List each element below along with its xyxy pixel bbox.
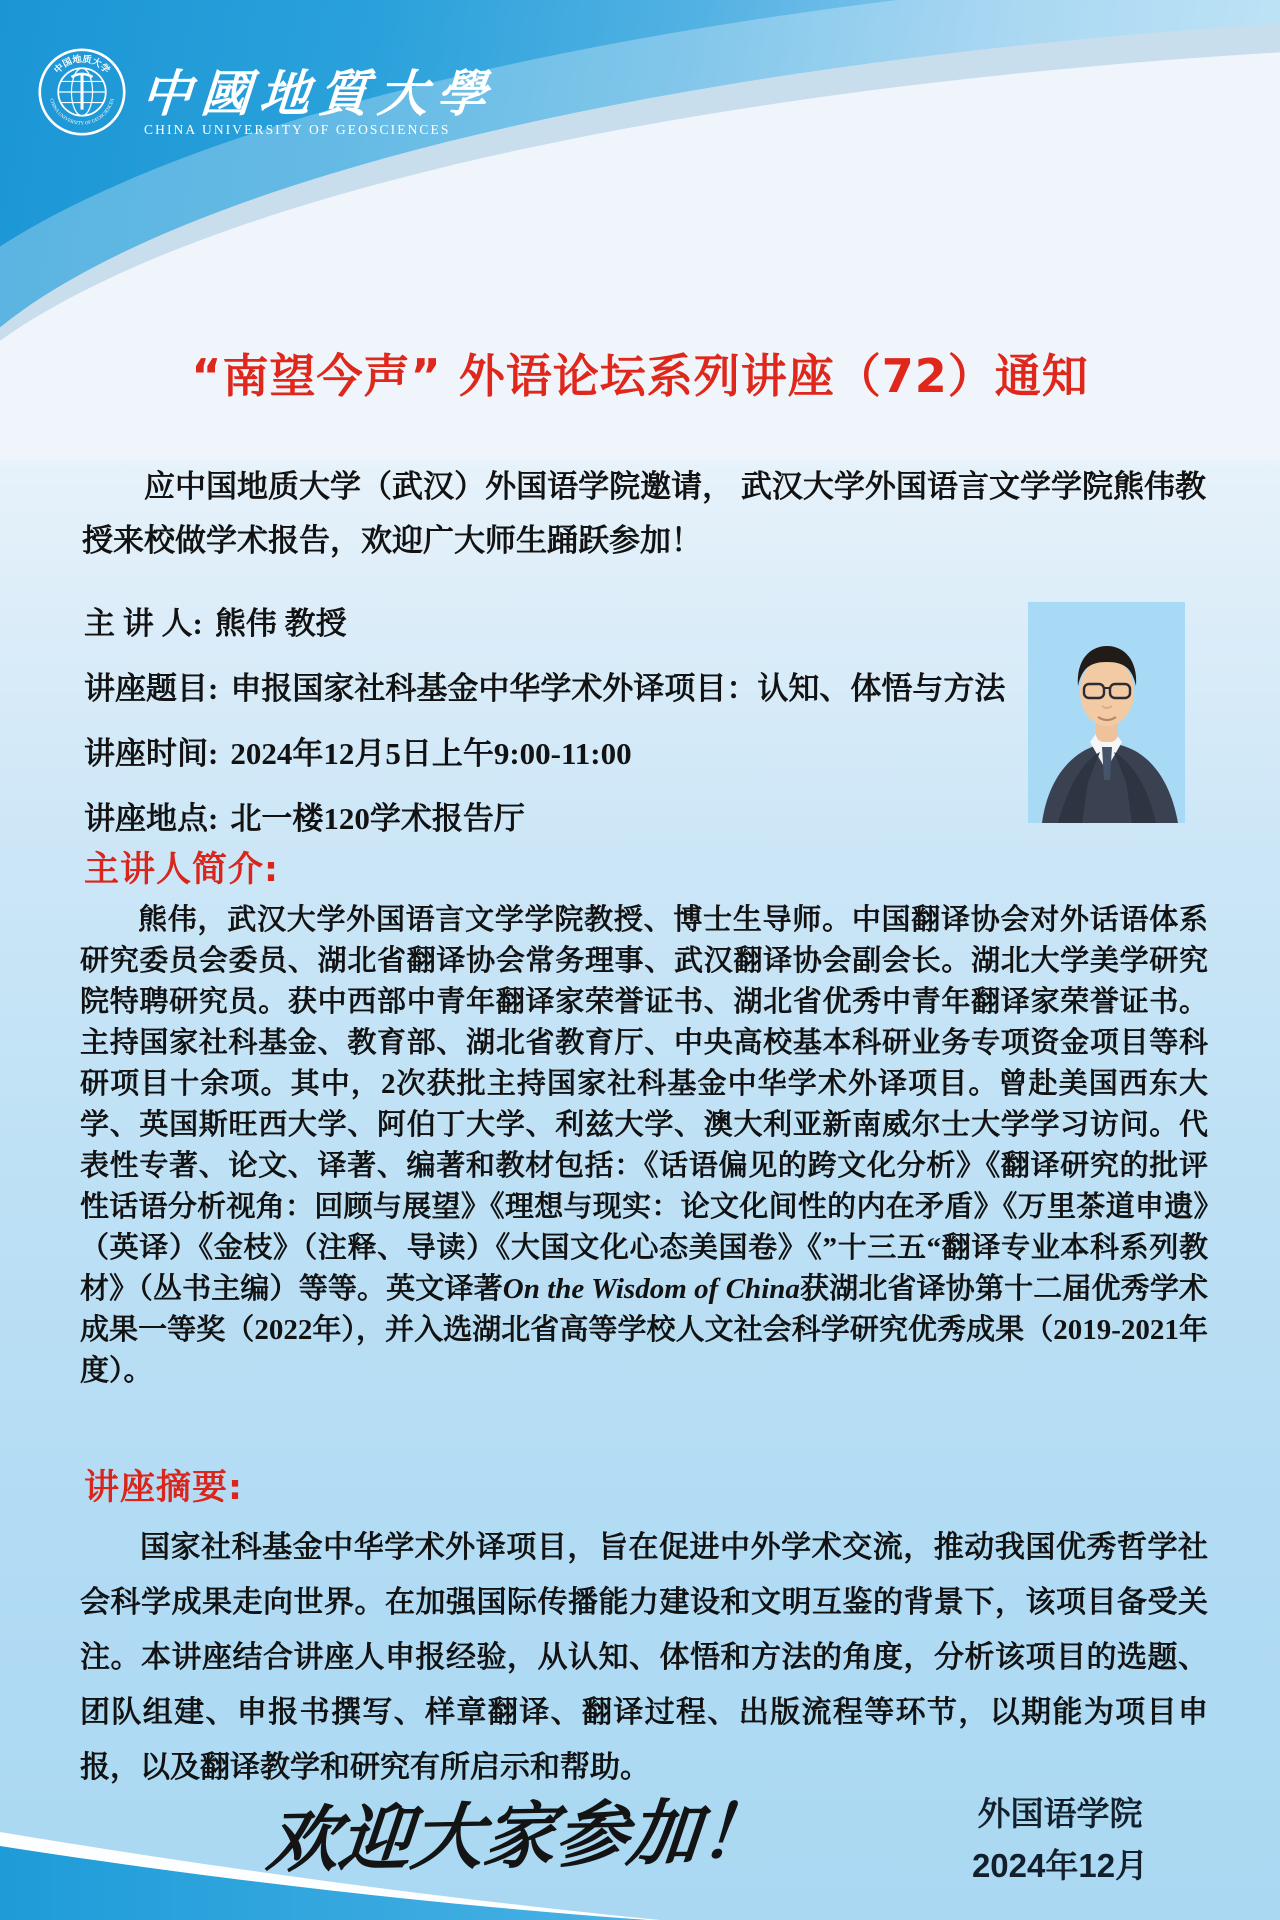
speaker-photo: [1028, 602, 1185, 823]
svg-text:CHINA UNIVERSITY OF GEOSCIENCE: CHINA UNIVERSITY OF GEOSCIENCES: [48, 98, 116, 127]
detail-value: 2024年12月5日上午9:00-11:00: [230, 736, 632, 771]
detail-value: 熊伟 教授: [214, 606, 347, 641]
poster-title: “南望今声” 外语论坛系列讲座（72）通知: [191, 349, 1089, 403]
abstract-section-heading: 讲座摘要:: [84, 1468, 243, 1508]
abstract-paragraph: 国家社科基金中华学术外译项目，旨在促进中外学术交流，推动我国优秀哲学社会科学成果走向世界。在加强国际传播能力建设和文明互鉴的背景下，该项目备受关注。本讲座结合讲座人申报经验，从认知、体悟和方法的角度，分析该项目的选题、团队组建、申报书撰写、样章翻译、翻译过程、出版流程等环节，以期能为项目申报，以及翻译教学和研究有所启示和帮助。: [80, 1531, 1208, 1784]
bio-text-part1: 熊伟，武汉大学外国语言文学学院教授、博士生导师。中国翻译协会对外话语体系研究委员会委员、湖北省翻译协会常务理事、武汉翻译协会副会长。湖北大学美学研究院特聘研究员。获中西部中青年翻译家荣誉证书、湖北省优秀中青年翻译家荣誉证书。主持国家社科基金、教育部、湖北省教育厅、中央高校基本科研业务专项资金项目等科研项目十余项。其中，2次获批主持国家社科基金中华学术外译项目。曾赴美国西东大学、英国斯旺西大学、阿伯丁大学、利兹大学、澳大利亚新南威尔士大学学习访问。代表性专著、论文、译著、编著和教材包括：《话语偏见的跨文化分析》《翻译研究的批评性话语分析视角：回顾与展望》《理想与现实：论文化间性的内在矛盾》《万里茶道申遗》（英译）《金枝》（注释、导读）《大国文化心态美国卷》《”十三五“翻译专业本科系列教材》（丛书主编）等等。英文译著: [80, 904, 1208, 1305]
lecture-details: [84, 598, 1024, 858]
organizer-date: 2024年12月: [971, 1847, 1149, 1884]
detail-row-time: [84, 728, 1024, 793]
university-emblem-icon: [38, 48, 126, 136]
organizer-name: 外国语学院: [977, 1795, 1143, 1832]
bio-paragraph: [80, 900, 1208, 1392]
university-name-english: CHINA UNIVERSITY OF GEOSCIENCES: [144, 122, 451, 137]
detail-value: 北一楼120学术报告厅: [230, 801, 525, 836]
detail-label: 讲座时间:: [84, 736, 219, 771]
invitation-paragraph: 应中国地质大学（武汉）外国语学院邀请， 武汉大学外国语言文学学院熊伟教授来校做学术报告，欢迎广大师生踊跃参加！: [82, 469, 1206, 558]
organizer-block: [930, 1788, 1190, 1892]
detail-row-topic: [84, 663, 1024, 728]
welcome-calligraphy: 欢迎大家参加！: [263, 1788, 776, 1883]
detail-row-speaker: [84, 598, 1024, 663]
detail-label: 主 讲 人:: [84, 606, 203, 641]
detail-label: 讲座地点:: [84, 801, 219, 836]
detail-label: 讲座题目:: [84, 671, 219, 706]
bio-section-heading: 主讲人简介:: [84, 850, 279, 890]
corner-wave-decoration: [0, 1824, 660, 1920]
university-wordmark: 中國地質大學: [139, 64, 498, 123]
bio-book-title-english: On the Wisdom of China: [502, 1273, 800, 1305]
detail-value: 申报国家社科基金中华学术外译项目：认知、体悟与方法: [230, 671, 1006, 706]
svg-text:中国地质大学: 中国地质大学: [52, 53, 112, 76]
bio-text-part2: 获湖北省译协第十二届优秀学术成果一等奖（2022年），并入选湖北省高等学校人文社会科学研究优秀成果（2019-2021年度）。: [80, 1273, 1208, 1387]
